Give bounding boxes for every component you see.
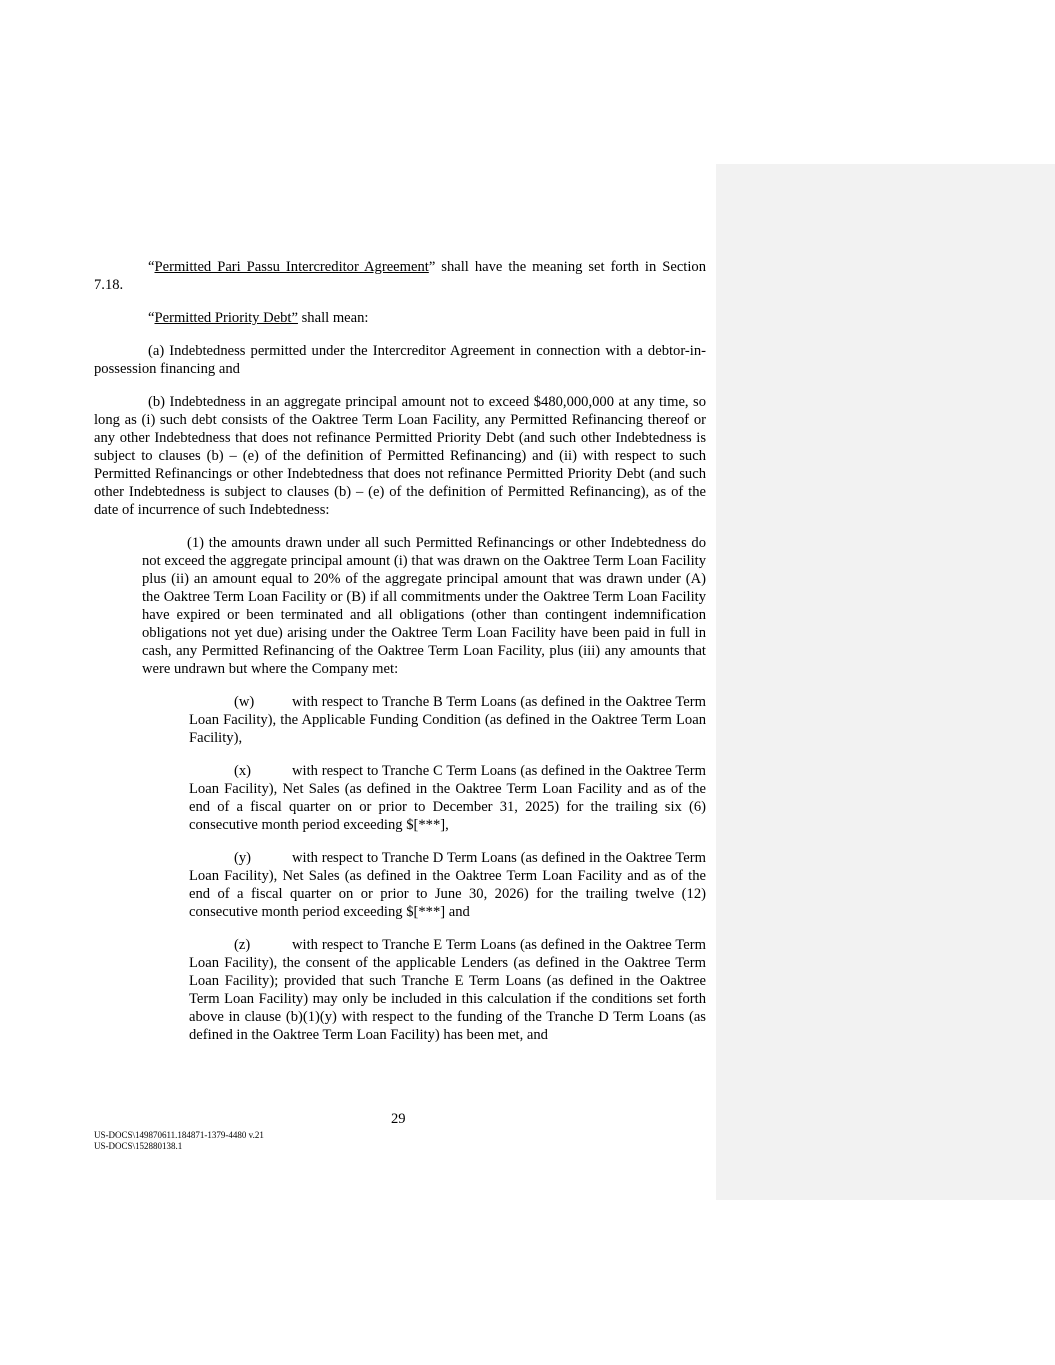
sub-item-label: (x): [234, 763, 252, 779]
sub-item-y: (y) with respect to Tranche D Term Loans (as defined in the Oaktree Term Loan Facility), Net Sales (as defined in the Oaktree Term Loan Facility and as of the end of a fiscal quarter on or prior to June 30, 2026) for the trailing twelve (12) consecutive month period exceeding $[***] and: [189, 850, 706, 920]
doc-id: US-DOCS\149870611.184871-1379-4480 v.21: [94, 1130, 264, 1140]
sub-item-x: (x) with respect to Tranche C Term Loans (as defined in the Oaktree Term Loan Facility), Net Sales (as defined in the Oaktree Term Loan Facility and as of the end of a fiscal quarter on or prior to December 31, 2025) for the trailing six (6) consecutive month period exceeding $[***],: [189, 763, 706, 833]
clause-b-1: (1) the amounts drawn under all such Permitted Refinancings or other Indebtedness do not exceed the aggregate principal amount (i) that was drawn on the Oaktree Term Loan Facility plus (ii) an amount equal to 20% of the aggregate principal amount that was drawn under (A) the Oaktree Term Loan Facility or (B) if all commitments under the Oaktree Term Loan Facility have expired or been terminated and all obligations (other than contingent indemnification obligations not yet due) arising under the Oaktree Term Loan Facility have been paid in full in cash, any Permitted Refinancing of the Oaktree Term Loan Facility, plus (iii) any amounts that were undrawn but where the Company met:: [142, 535, 706, 677]
footer-doc-ids: [94, 1130, 264, 1152]
sub-item-label: (z): [234, 937, 251, 953]
page-number: 29: [391, 1111, 406, 1127]
definition-permitted-priority-debt: “Permitted Priority Debt” shall mean:: [148, 310, 369, 326]
clause-a: (a) Indebtedness permitted under the Intercreditor Agreement in connection with a debtor-in-possession financing and: [94, 343, 706, 377]
doc-id: US-DOCS\152880138.1: [94, 1141, 183, 1151]
comment-pane: [716, 164, 1055, 1200]
clause-b: (b) Indebtedness in an aggregate principal amount not to exceed $480,000,000 at any time, so long as (i) such debt consists of the Oaktree Term Loan Facility, any Permitted Refinancing thereof or any other Indebtedness that does not refinance Permitted Priority Debt (and such other Indebtedness is subject to clauses (b) – (e) of the definition of Permitted Refinancing) and (ii) with respect to such Permitted Refinancings or other Indebtedness that does not refinance Permitted Priority Debt (and such other Indebtedness is subject to clauses (b) – (e) of the definition of Permitted Refinancing), as of the date of incurrence of such Indebtedness:: [94, 394, 706, 518]
defined-term: Permitted Pari Passu Intercreditor Agreement: [154, 259, 429, 275]
sub-item-z: (z) with respect to Tranche E Term Loans (as defined in the Oaktree Term Loan Facility), the consent of the applicable Lenders (as defined in the Oaktree Term Loan Facility); provided that such Tranche E Term Loans (as defined in the Oaktree Term Loan Facility) may only be included in this calculation if the conditions set forth above in clause (b)(1)(y) with respect to the funding of the Tranche D Term Loans (as defined in the Oaktree Term Loan Facility) has been met, and: [189, 937, 706, 1043]
defined-term: Permitted Priority Debt”: [154, 310, 298, 326]
sub-item-label: (y): [234, 850, 252, 866]
sub-item-label: (w): [234, 694, 255, 710]
sub-item-w: (w) with respect to Tranche B Term Loans (as defined in the Oaktree Term Loan Facility), the Applicable Funding Condition (as defined in the Oaktree Term Loan Facility),: [189, 694, 706, 746]
document-body: [94, 258, 706, 1059]
definition-permitted-pari-passu: “Permitted Pari Passu Intercreditor Agreement” shall have the meaning set forth in Section 7.18.: [94, 259, 707, 293]
